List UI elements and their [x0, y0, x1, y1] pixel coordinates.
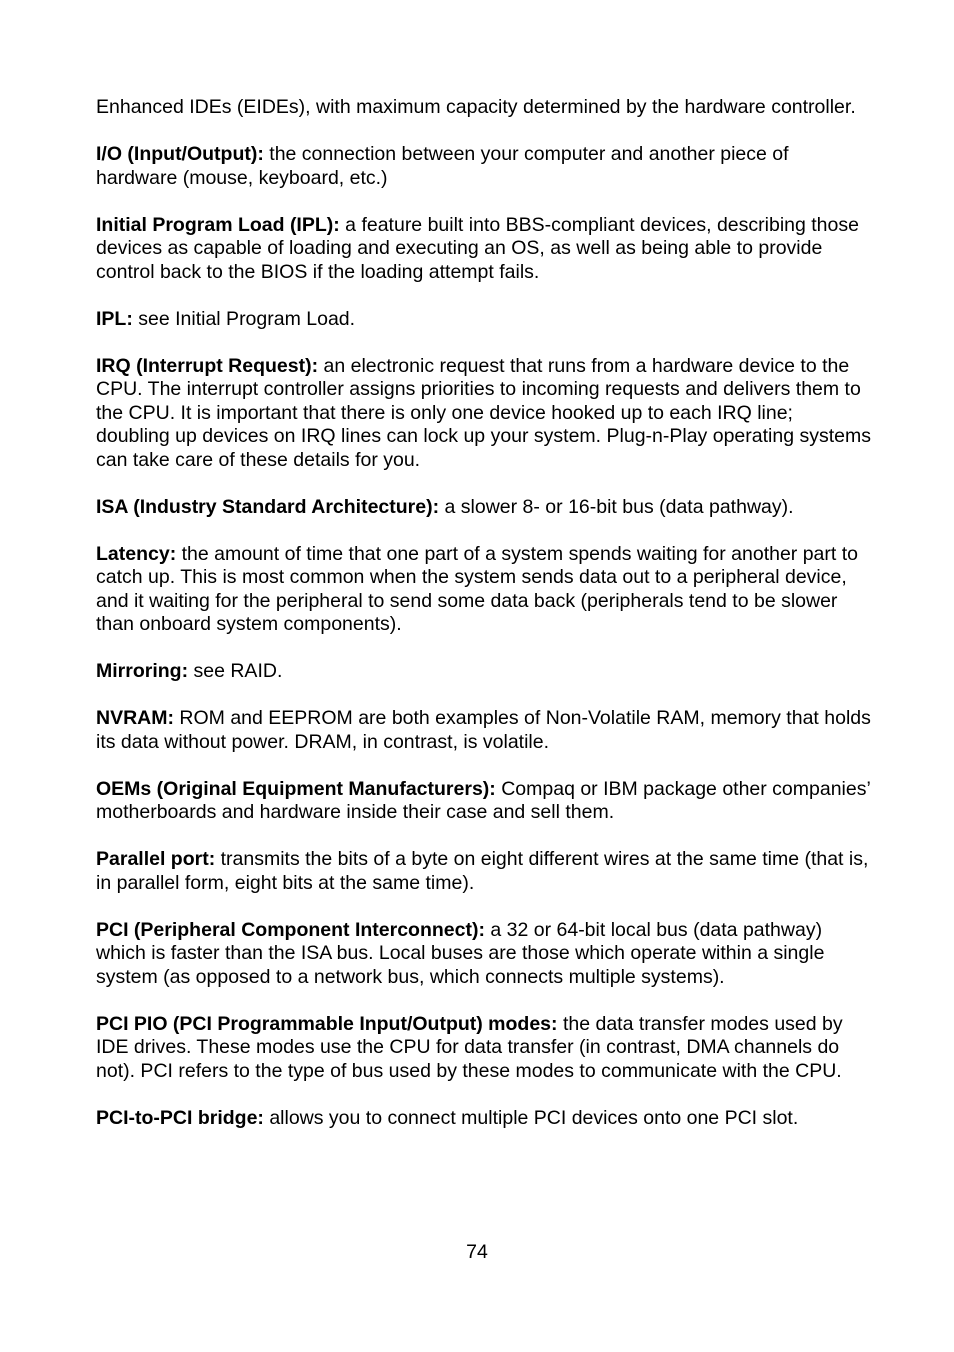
- glossary-entry-eide-continuation: [96, 96, 871, 120]
- glossary-entry-mirroring: [96, 660, 871, 684]
- glossary-entry-oems: [96, 778, 871, 825]
- glossary-term: IRQ (Interrupt Request):: [96, 354, 319, 377]
- glossary-entry-ipl: [96, 308, 871, 332]
- glossary-entry-nvram: [96, 707, 871, 754]
- glossary-definition: Compaq or IBM package other companies’ motherboards and hardware inside their case and sell them.: [96, 777, 871, 823]
- glossary-term: PCI (Peripheral Component Interconnect):: [96, 918, 485, 941]
- glossary-definition: the data transfer modes used by IDE drives. These modes use the CPU for data transfer (in contrast, DMA channels do not). PCI refers to the type of bus used by these modes to communicate with the CPU.: [96, 1012, 843, 1082]
- glossary-definition: an electronic request that runs from a hardware device to the CPU. The interrupt controller assigns priorities to incoming requests and delivers them to the CPU. It is important that there is only one device hooked up to each IRQ line; doubling up devices on IRQ lines can lock up your system. Plug-n-Play operating systems can take care of these details for you.: [96, 354, 871, 471]
- glossary-definition: see Initial Program Load.: [132, 307, 356, 330]
- glossary-definition: the connection between your computer and another piece of hardware (mouse, keyboard, etc.): [96, 143, 789, 189]
- glossary-term: OEMs (Original Equipment Manufacturers):: [96, 777, 496, 800]
- glossary-entry-isa: [96, 496, 871, 520]
- glossary-term: ISA (Industry Standard Architecture):: [96, 495, 440, 518]
- glossary-term: IPL:: [96, 307, 133, 330]
- glossary-definition: a feature built into BBS-compliant devices, describing those devices as capable of loading and executing an OS, as well as being able to provide control back to the BIOS if the loading attempt fails.: [96, 213, 859, 283]
- glossary-definition: a slower 8- or 16-bit bus (data pathway).: [439, 495, 794, 518]
- glossary-term: Initial Program Load (IPL):: [96, 213, 340, 236]
- glossary-entry-pci: [96, 919, 871, 990]
- glossary-definition: the amount of time that one part of a system spends waiting for another part to catch up. This is most common when the system sends data out to a peripheral device, and it waiting for the peripheral to send some data back (peripherals tend to be slower than onboard system components).: [96, 542, 858, 635]
- glossary-term: PCI PIO (PCI Programmable Input/Output) modes:: [96, 1012, 558, 1035]
- glossary-entry-initial-program-load: [96, 214, 871, 285]
- glossary-entry-pci-pio: [96, 1013, 871, 1084]
- glossary-entry-pci-to-pci-bridge: [96, 1107, 871, 1131]
- glossary-term: NVRAM:: [96, 707, 174, 729]
- glossary-entry-latency: [96, 543, 871, 637]
- glossary-entry-irq: [96, 355, 871, 473]
- glossary-definition: transmits the bits of a byte on eight different wires at the same time (that is, in parallel form, eight bits at the same time).: [96, 848, 869, 894]
- glossary-entry-io: [96, 143, 871, 190]
- glossary-term: I/O (Input/Output):: [96, 143, 264, 165]
- glossary-definition: see RAID.: [188, 660, 283, 682]
- glossary-entry-parallel-port: [96, 848, 871, 895]
- glossary-definition: Enhanced IDEs (EIDEs), with maximum capacity determined by the hardware controller.: [96, 96, 856, 118]
- glossary-page-body: [96, 96, 871, 1154]
- glossary-term: Latency:: [96, 542, 177, 565]
- glossary-term: PCI-to-PCI bridge:: [96, 1106, 264, 1129]
- glossary-definition: allows you to connect multiple PCI devices onto one PCI slot.: [263, 1106, 799, 1129]
- glossary-definition: a 32 or 64-bit local bus (data pathway) which is faster than the ISA bus. Local buses are those which operate within a single system (as opposed to a network bus, which connects multiple systems).: [96, 918, 825, 988]
- glossary-term: Mirroring:: [96, 660, 189, 682]
- glossary-term: Parallel port:: [96, 848, 216, 870]
- page-number: 74: [466, 1241, 488, 1263]
- glossary-definition: ROM and EEPROM are both examples of Non-Volatile RAM, memory that holds its data without power. DRAM, in contrast, is volatile.: [96, 707, 871, 753]
